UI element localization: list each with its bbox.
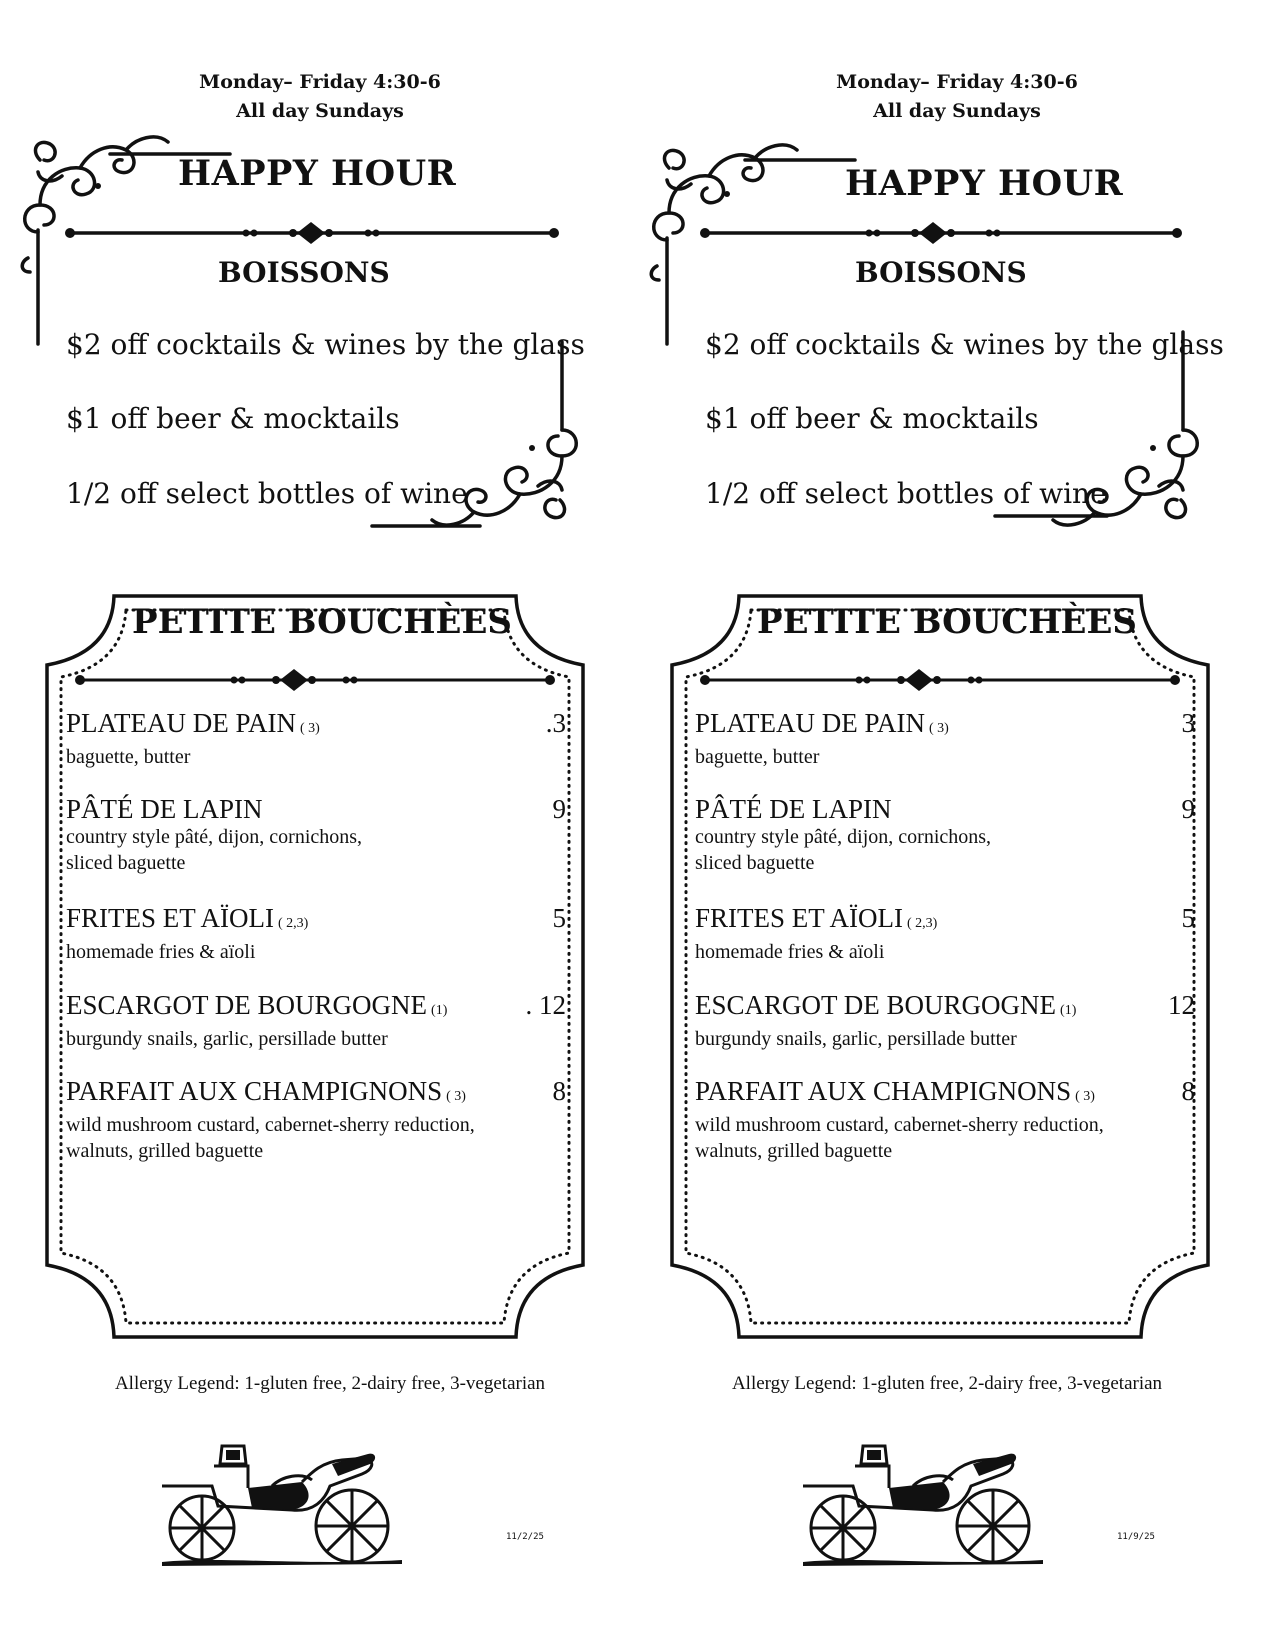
print-date: 11/9/25 [1117, 1532, 1155, 1542]
hours-weekday: Monday– Friday 4:30-6 [836, 71, 1078, 93]
item-description: sliced baguette [66, 852, 186, 874]
happy-hour-title: HAPPY HOUR [178, 153, 457, 194]
hours-sunday: All day Sundays [236, 100, 404, 122]
item-description: country style pâté, dijon, cornichons, [66, 826, 363, 848]
special-cocktails-wine: $2 off cocktails & wines by the glass [705, 328, 1224, 361]
allergy-legend: Allergy Legend: 1-gluten free, 2-dairy free, 3-vegetarian [731, 1373, 1163, 1394]
item-name: ESCARGOT DE BOURGOGNE [695, 990, 1057, 1020]
menu-item-plateau-de-pain [66, 708, 566, 770]
allergy-legend: Allergy Legend: 1-gluten free, 2-dairy free, 3-vegetarian [114, 1373, 546, 1394]
item-description: burgundy snails, garlic, persillade butter [695, 1028, 1017, 1050]
happy-hour-title: HAPPY HOUR [845, 163, 1124, 204]
item-name: PÂTÉ DE LAPIN [66, 794, 263, 824]
menu-item-parfait [695, 1076, 1195, 1164]
allergy-code: ( 3) [446, 1089, 466, 1104]
menu-item-escargot [695, 990, 1195, 1052]
menu-item-pate-de-lapin [695, 794, 1195, 876]
boissons-title: BOISSONS [855, 256, 1027, 289]
item-name: PLATEAU DE PAIN [66, 708, 297, 738]
item-price: 5 [1181, 903, 1195, 933]
item-name: PARFAIT AUX CHAMPIGNONS [695, 1076, 1072, 1106]
item-name: FRITES ET AÏOLI [66, 903, 274, 933]
item-description: walnuts, grilled baguette [695, 1140, 893, 1162]
item-price: 9 [1181, 794, 1195, 824]
allergy-code: ( 2,3) [278, 916, 309, 931]
item-description: burgundy snails, garlic, persillade butter [66, 1028, 388, 1050]
special-wine-bottles: 1/2 off select bottles of wine [705, 477, 1107, 510]
item-description: sliced baguette [695, 852, 815, 874]
menu-item-parfait [66, 1076, 566, 1164]
item-description: wild mushroom custard, cabernet-sherry reduction, [695, 1114, 1104, 1136]
item-description: baguette, butter [66, 746, 191, 768]
item-description: homemade fries & aïoli [66, 941, 256, 963]
item-description: country style pâté, dijon, cornichons, [695, 826, 992, 848]
item-description: homemade fries & aïoli [695, 941, 885, 963]
special-wine-bottles: 1/2 off select bottles of wine [66, 477, 468, 510]
allergy-code: ( 3) [929, 721, 949, 736]
item-price: . 12 [525, 990, 566, 1020]
menu-item-plateau-de-pain [695, 708, 1195, 770]
menu-item-pate-de-lapin [66, 794, 566, 876]
item-price: 12 [1168, 990, 1195, 1020]
boissons-title: BOISSONS [218, 256, 390, 289]
section-title: PETITE BOUCHÈES [757, 602, 1137, 642]
item-name: ESCARGOT DE BOURGOGNE [66, 990, 428, 1020]
petite-bouchees-frame [44, 593, 586, 1340]
item-name: PARFAIT AUX CHAMPIGNONS [66, 1076, 443, 1106]
carriage-icon [803, 1436, 1043, 1566]
print-date: 11/2/25 [506, 1532, 544, 1542]
item-price: 8 [1181, 1076, 1195, 1106]
item-description: baguette, butter [695, 746, 820, 768]
item-name: FRITES ET AÏOLI [695, 903, 903, 933]
menu-panel-right [637, 0, 1275, 1650]
item-name: PLATEAU DE PAIN [695, 708, 926, 738]
item-price: 3 [1181, 708, 1195, 738]
special-beer-mocktails: $1 off beer & mocktails [66, 402, 400, 435]
item-description: walnuts, grilled baguette [66, 1140, 264, 1162]
item-price: 8 [552, 1076, 566, 1106]
menu-item-escargot [66, 990, 566, 1052]
item-name: PÂTÉ DE LAPIN [695, 794, 892, 824]
item-price: 9 [552, 794, 566, 824]
special-beer-mocktails: $1 off beer & mocktails [705, 402, 1039, 435]
special-cocktails-wine: $2 off cocktails & wines by the glass [66, 328, 585, 361]
menu-item-frites-et-aioli [66, 903, 566, 965]
allergy-code: (1) [1060, 1003, 1077, 1018]
allergy-code: ( 2,3) [907, 916, 938, 931]
section-title: PETITE BOUCHÈES [132, 602, 512, 642]
item-description: wild mushroom custard, cabernet-sherry reduction, [66, 1114, 475, 1136]
petite-bouchees-frame [669, 593, 1211, 1340]
menu-item-frites-et-aioli [695, 903, 1195, 965]
allergy-code: ( 3) [1075, 1089, 1095, 1104]
allergy-code: ( 3) [300, 721, 320, 736]
carriage-icon [162, 1436, 402, 1566]
item-price: .3 [545, 708, 566, 738]
allergy-code: (1) [431, 1003, 448, 1018]
item-price: 5 [552, 903, 566, 933]
hours-sunday: All day Sundays [873, 100, 1041, 122]
hours-weekday: Monday– Friday 4:30-6 [199, 71, 441, 93]
